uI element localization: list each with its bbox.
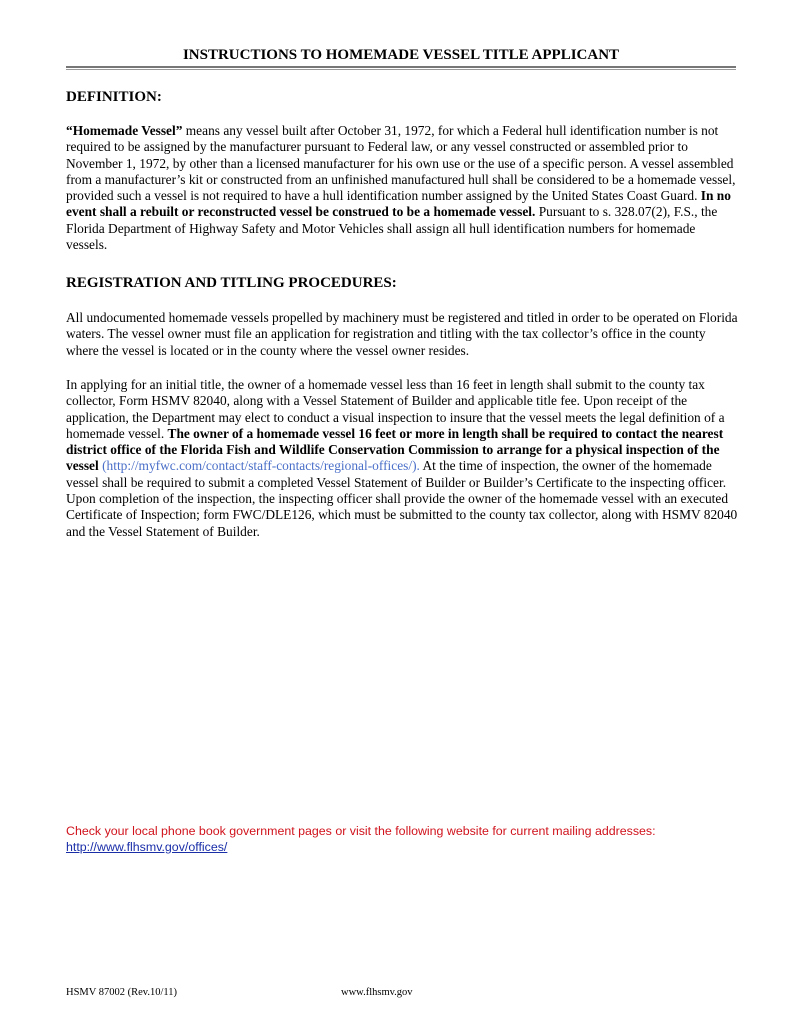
definition-text: means any vessel built after October 31, 1972, for which a Federal hull identification number is not required to be assigned by the manufacturer pursuant to Federal law, or any vessel constructed or assembled prior to November 1, 1972, by other than a licensed manufacturer for his own use or the use of a specific person. A vessel assembled from a manufacturer’s kit or constructed from an unfinished manufactured hull shall be considered to be a homemade vessel, provided such a vessel is not required to have a hull identification number assigned by the United States Coast Guard. — [66, 123, 736, 204]
registration-text-2: At the time of inspection, the owner of the homemade vessel shall be required to submit a completed Vessel Statement of Builder or Builder’s Certificate to the inspecting officer. Upon completion of the inspection, the inspecting officer shall provide the owner of the homemade vessel with an executed Certificate of Inspection; form FWC/DLE126, which must be submitted to the county tax collector, along with HSMV 82040 and the Vessel Statement of Builder. — [66, 458, 738, 539]
definition-paragraph — [66, 123, 738, 253]
registration-paragraph-1: All undocumented homemade vessels propelled by machinery must be registered and titled in order to be operated on Florida waters. The vessel owner must file an application for registration and titling with the tax collector’s office in the county where the vessel is located or in the county where the vessel owner resides. — [66, 310, 738, 358]
notice-text: Check your local phone book government pages or visit the following website for current mailing addresses: — [66, 824, 656, 838]
document-title: INSTRUCTIONS TO HOMEMADE VESSEL TITLE APPLICANT — [182, 47, 620, 63]
definition-text-2: Pursuant to s. 328.07(2), F.S., the Florida Department of Highway Safety and Motor Vehicles shall assign all hull identification numbers for homemade vessels. — [66, 204, 718, 253]
definition-heading: DEFINITION: — [66, 89, 162, 105]
definition-bold-text: In no event shall a rebuilt or reconstructed vessel be construed to be a homemade vessel. — [66, 188, 731, 220]
footer-website: www.flhsmv.gov — [341, 987, 413, 998]
registration-paragraph-2 — [66, 377, 738, 540]
definition-term: “Homemade Vessel” — [66, 123, 183, 138]
offices-link[interactable]: http://www.flhsmv.gov/offices/ — [66, 840, 228, 854]
fwc-regional-offices-link[interactable]: (http://myfwc.com/contact/staff-contacts/regional-offices/). — [98, 458, 420, 474]
footer-form-number: HSMV 87002 (Rev.10/11) — [66, 987, 178, 998]
mailing-address-notice — [66, 823, 656, 855]
registration-text: In applying for an initial title, the owner of a homemade vessel less than 16 feet in length shall submit to the county tax collector, Form HSMV 82040, along with a Vessel Statement of Builder and applicable title fee. Upon receipt of the application, the Department may elect to conduct a visual inspection to insure that the vessel meets the legal definition of a homemade vessel. — [66, 377, 725, 441]
registration-heading: REGISTRATION AND TITLING PROCEDURES: — [66, 275, 397, 291]
registration-bold-text: The owner of a homemade vessel 16 feet or more in length shall be required to contact the nearest district office of the Florida Fish and Wildlife Conservation Commission to arrange for a physical inspection of the vessel — [66, 425, 724, 474]
title-divider — [66, 66, 736, 70]
